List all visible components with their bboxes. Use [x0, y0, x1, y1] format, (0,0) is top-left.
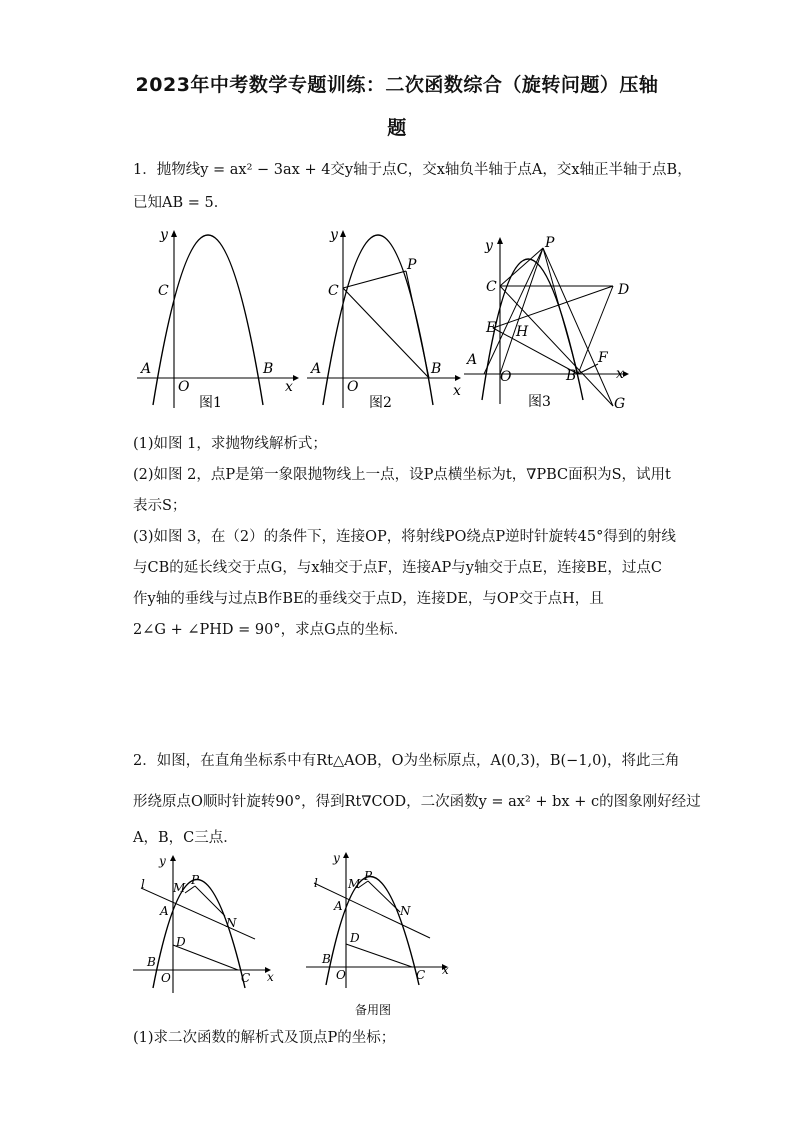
q1-part3-line2: 与CB的延长线交于点G，与x轴交于点F，连接AP与y轴交于点E，连接BE，过点C — [133, 560, 662, 576]
q1-part2-line2: 表示S； — [133, 498, 187, 514]
label-F: F — [598, 350, 608, 366]
q1-stem-line2: 已知AB = 5． — [133, 195, 229, 211]
y-axis-arrow — [340, 230, 346, 237]
label-x: x — [442, 963, 449, 977]
spare-figure-caption: 备用图 — [355, 1003, 392, 1017]
q1-part3-line3: 作y轴的垂线与过点B作BE的垂线交于点D，连接DE，与OP交于点H，且 — [133, 591, 604, 607]
label-C: C — [416, 968, 426, 982]
segment-CB — [343, 288, 429, 378]
label-y: y — [330, 227, 338, 243]
label-x: x — [267, 970, 274, 984]
label-D: D — [176, 935, 186, 949]
label-C: C — [158, 283, 169, 299]
label-C: C — [241, 971, 251, 985]
label-l: l — [314, 876, 318, 890]
y-axis-arrow — [171, 230, 177, 237]
segment-MP — [185, 886, 195, 893]
label-O: O — [161, 971, 171, 985]
q1-part1: (1)如图 1，求抛物线解析式； — [133, 436, 327, 452]
fig2-caption: 图2 — [369, 395, 392, 411]
segment-PN — [195, 886, 225, 916]
label-l: l — [141, 877, 145, 891]
label-O: O — [500, 369, 512, 385]
x-axis-arrow — [293, 375, 299, 381]
segment-PB — [543, 248, 578, 374]
segment-DB — [578, 286, 613, 374]
label-y: y — [485, 238, 493, 254]
label-G: G — [614, 396, 626, 412]
label-B: B — [566, 368, 577, 384]
segment-AP — [484, 248, 543, 374]
label-O: O — [347, 379, 359, 395]
label-y: y — [160, 227, 168, 243]
label-B: B — [147, 955, 156, 969]
label-N: N — [226, 916, 237, 930]
label-E: E — [486, 320, 497, 336]
label-A: A — [141, 361, 152, 377]
q2-part1: (1)求二次函数的解析式及顶点P的坐标； — [133, 1030, 396, 1046]
label-O: O — [336, 968, 346, 982]
q1-part3-line4: 2∠G + ∠PHD = 90°，求点G点的坐标． — [133, 622, 409, 638]
q2-stem-line1: 2．如图，在直角坐标系中有Rt△AOB，O为坐标原点，A(0,3)，B(−1,0)，将此三角 — [133, 753, 680, 769]
line-l — [141, 888, 255, 939]
q1-figure-1 — [133, 225, 303, 415]
y-axis-arrow — [343, 852, 349, 858]
line-l — [314, 883, 430, 938]
label-H: H — [516, 324, 529, 340]
label-D: D — [618, 282, 630, 298]
label-A: A — [467, 352, 478, 368]
label-N: N — [400, 904, 411, 918]
label-B: B — [322, 952, 331, 966]
segment-DC — [346, 944, 412, 967]
q2-figure-1 — [133, 853, 283, 998]
q2-figure-2 — [306, 848, 461, 1023]
fig1-caption: 图1 — [199, 395, 222, 411]
label-B: B — [263, 361, 274, 377]
y-axis-arrow — [170, 855, 176, 861]
q2-stem-line3: A，B，C三点． — [133, 830, 238, 846]
label-M: M — [173, 881, 186, 895]
q1-stem-line1: 1．抛物线y = ax² − 3ax + 4交y轴于点C，交x轴负半轴于点A，交x轴正半轴于点B， — [133, 162, 692, 178]
label-x: x — [453, 383, 461, 399]
segment-PG — [543, 248, 613, 406]
label-P: P — [191, 873, 200, 887]
label-P: P — [407, 257, 417, 273]
q1-figure-3 — [458, 228, 638, 418]
label-C: C — [328, 283, 339, 299]
label-C: C — [486, 279, 497, 295]
y-axis-arrow — [497, 237, 503, 244]
label-O: O — [178, 379, 190, 395]
segment-DE — [493, 286, 613, 328]
fig3-caption: 图3 — [528, 394, 551, 410]
label-x: x — [285, 379, 293, 395]
label-x: x — [616, 366, 624, 382]
label-B: B — [431, 361, 442, 377]
label-P: P — [545, 235, 555, 251]
page-title-line1: 2023年中考数学专题训练：二次函数综合（旋转问题）压轴 — [135, 74, 659, 96]
q1-figure-2 — [303, 225, 473, 415]
label-D: D — [350, 931, 360, 945]
q2-stem-line2: 形绕原点O顺时针旋转90°，得到Rt∇COD，二次函数y = ax² + bx + c的图象刚好经过 — [133, 794, 701, 810]
label-A: A — [160, 904, 169, 918]
parabola — [153, 235, 263, 405]
segment-PB — [406, 271, 429, 378]
label-y: y — [333, 851, 340, 865]
label-P: P — [364, 869, 373, 883]
q1-part2-line1: (2)如图 2，点P是第一象限抛物线上一点，设P点横坐标为t，∇PBC面积为S，试用t — [133, 467, 671, 483]
q1-part3-line1: (3)如图 3，在（2）的条件下，连接OP，将射线PO绕点P逆时针旋转45°得到的射线 — [133, 529, 676, 545]
label-y: y — [159, 854, 166, 868]
label-A: A — [311, 361, 322, 377]
page-title-line2: 题 — [387, 117, 407, 139]
label-A: A — [334, 899, 343, 913]
label-M: M — [348, 877, 361, 891]
